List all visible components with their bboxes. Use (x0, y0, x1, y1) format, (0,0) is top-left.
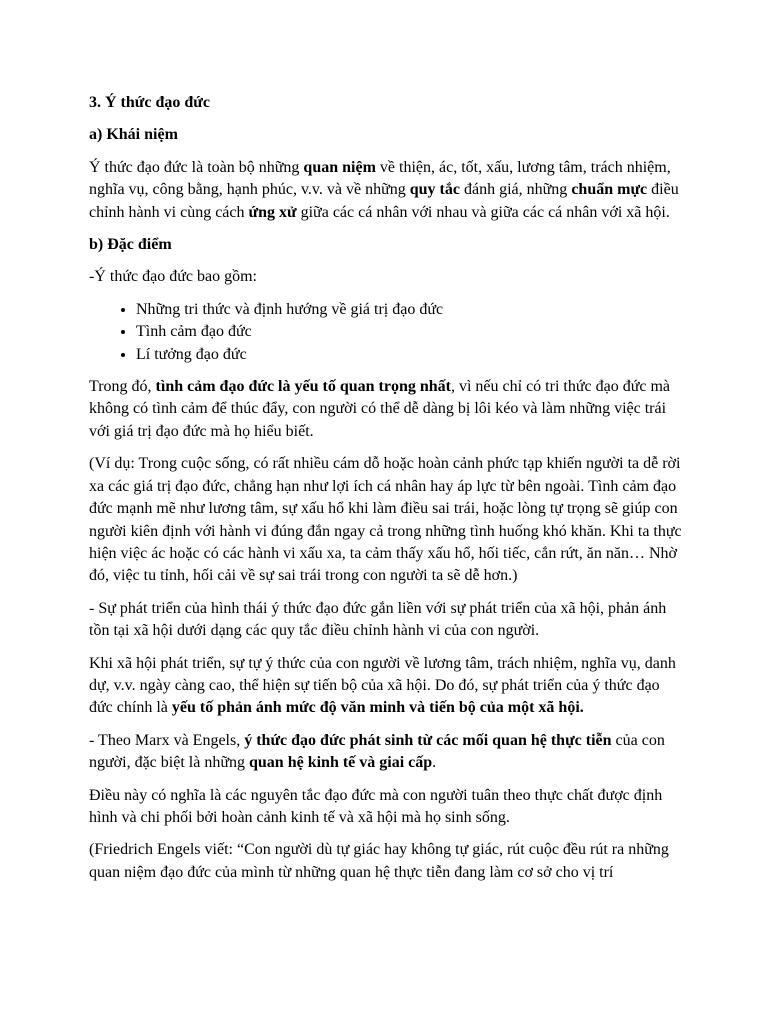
society-bold-1: yếu tố phản ánh mức độ văn minh và tiến bộ của một xã hội. (171, 699, 584, 717)
meaning-paragraph: Điều này có nghĩa là các nguyên tắc đạo đức mà con người tuân theo thực chất được định hình và chi phối bởi hoàn cảnh kinh tế và xã hội mà họ sinh sống. (89, 786, 663, 826)
concept-text-5: giữa các cá nhân với nhau và giữa các cá nhân với xã hội. (296, 203, 670, 221)
emotion-bold-1: tình cảm đạo đức là yếu tố quan trọng nhất (155, 378, 451, 396)
quote-paragraph: (Friedrich Engels viết: “Con người dù tự giác hay không tự giác, rút cuộc đều rút ra những quan niệm đạo đức của mình từ những quan hệ thực tiễn đang làm cơ sở cho vị trí (89, 841, 669, 881)
marx-bold-2: quan hệ kinh tế và giai cấp (249, 754, 433, 772)
marx-text-3: . (432, 754, 437, 772)
development-paragraph: - Sự phát triển của hình thái ý thức đạo đức gắn liền với sự phát triển của xã hội, phản ánh tồn tại xã hội dưới dạng các quy tắc điều chỉnh hành vi của con người. (89, 599, 667, 640)
society-paragraph (89, 653, 683, 720)
marx-bold-1: ý thức đạo đức phát sinh từ các mối quan hệ thực tiễn (244, 731, 612, 749)
subsection-features-heading: b) Đặc điểm (89, 236, 172, 254)
emotion-text-1: Trong đó, (89, 378, 156, 396)
concept-text-3: đánh giá, những (459, 181, 572, 199)
list-item: • Lí tưởng đạo đức (136, 344, 683, 366)
list-item: • Tình cảm đạo đức (136, 321, 683, 343)
concept-paragraph (89, 157, 683, 224)
marx-text-1: - Theo Marx và Engels, (89, 731, 245, 749)
list-item: • Những tri thức và định hướng về giá trị đạo đức (136, 299, 683, 321)
concept-bold-3: chuẩn mực (571, 181, 648, 199)
concept-text-2: về thiện, ác, tốt, xấu, lương tâm, trách nhiệm, nghĩa vụ, công bằng, hạnh phúc, v.v. và về những (89, 158, 671, 199)
concept-text-4: điều chỉnh hành vi cùng cách (89, 181, 679, 221)
marx-paragraph (89, 730, 683, 775)
emotion-text-2: , vì nếu chỉ có tri thức đạo đức mà không có tình cảm để thúc đẩy, con người có thể dễ dàng bị lôi kéo và làm những việc trái với giá trị đạo đức mà họ hiểu biết. (89, 378, 671, 440)
concept-bold-2: quy tắc (409, 181, 460, 199)
emotion-paragraph (89, 376, 683, 443)
features-list (89, 299, 683, 366)
society-text-1: Khi xã hội phát triển, sự tự ý thức của con người về lương tâm, trách nhiệm, nghĩa vụ, danh dự, v.v. ngày càng cao, thể hiện sự tiến bộ của xã hội. Do đó, sự phát triển của ý thức đạo đức chính là (89, 654, 676, 717)
example-paragraph: (Ví dụ: Trong cuộc sống, có rất nhiều cám dỗ hoặc hoàn cảnh phức tạp khiến người ta dễ rời xa các giá trị đạo đức, chẳng hạn như lợi ích cá nhân hay áp lực từ bên ngoài. Tình cảm đạo đức mạnh mẽ như lương tâm, sự xấu hổ khi làm điều sai trái, hoặc lòng tự trọng sẽ giúp con người kiên định với hành vi đúng đắn ngay cả trong những tình huống khó khăn. Khi ta thực hiện việc ác hoặc có các hành vi xấu xa, ta cảm thấy xấu hổ, hối tiếc, cắn rứt, ăn năn… Nhờ đó, việc tu tỉnh, hối cải về sự sai trái trong con người ta sẽ dễ hơn.) (89, 455, 682, 585)
features-intro: -Ý thức đạo đức bao gồm: (89, 268, 257, 286)
document-page (89, 92, 683, 894)
section-title: 3. Ý thức đạo đức (89, 94, 210, 111)
concept-bold-4: ứng xử (248, 203, 297, 221)
subsection-concept-heading: a) Khái niệm (89, 126, 178, 144)
concept-bold-1: quan niệm (303, 158, 376, 176)
concept-text-1: Ý thức đạo đức là toàn bộ những (89, 158, 304, 176)
marx-text-2: của con người, đặc biệt là những (89, 731, 665, 772)
